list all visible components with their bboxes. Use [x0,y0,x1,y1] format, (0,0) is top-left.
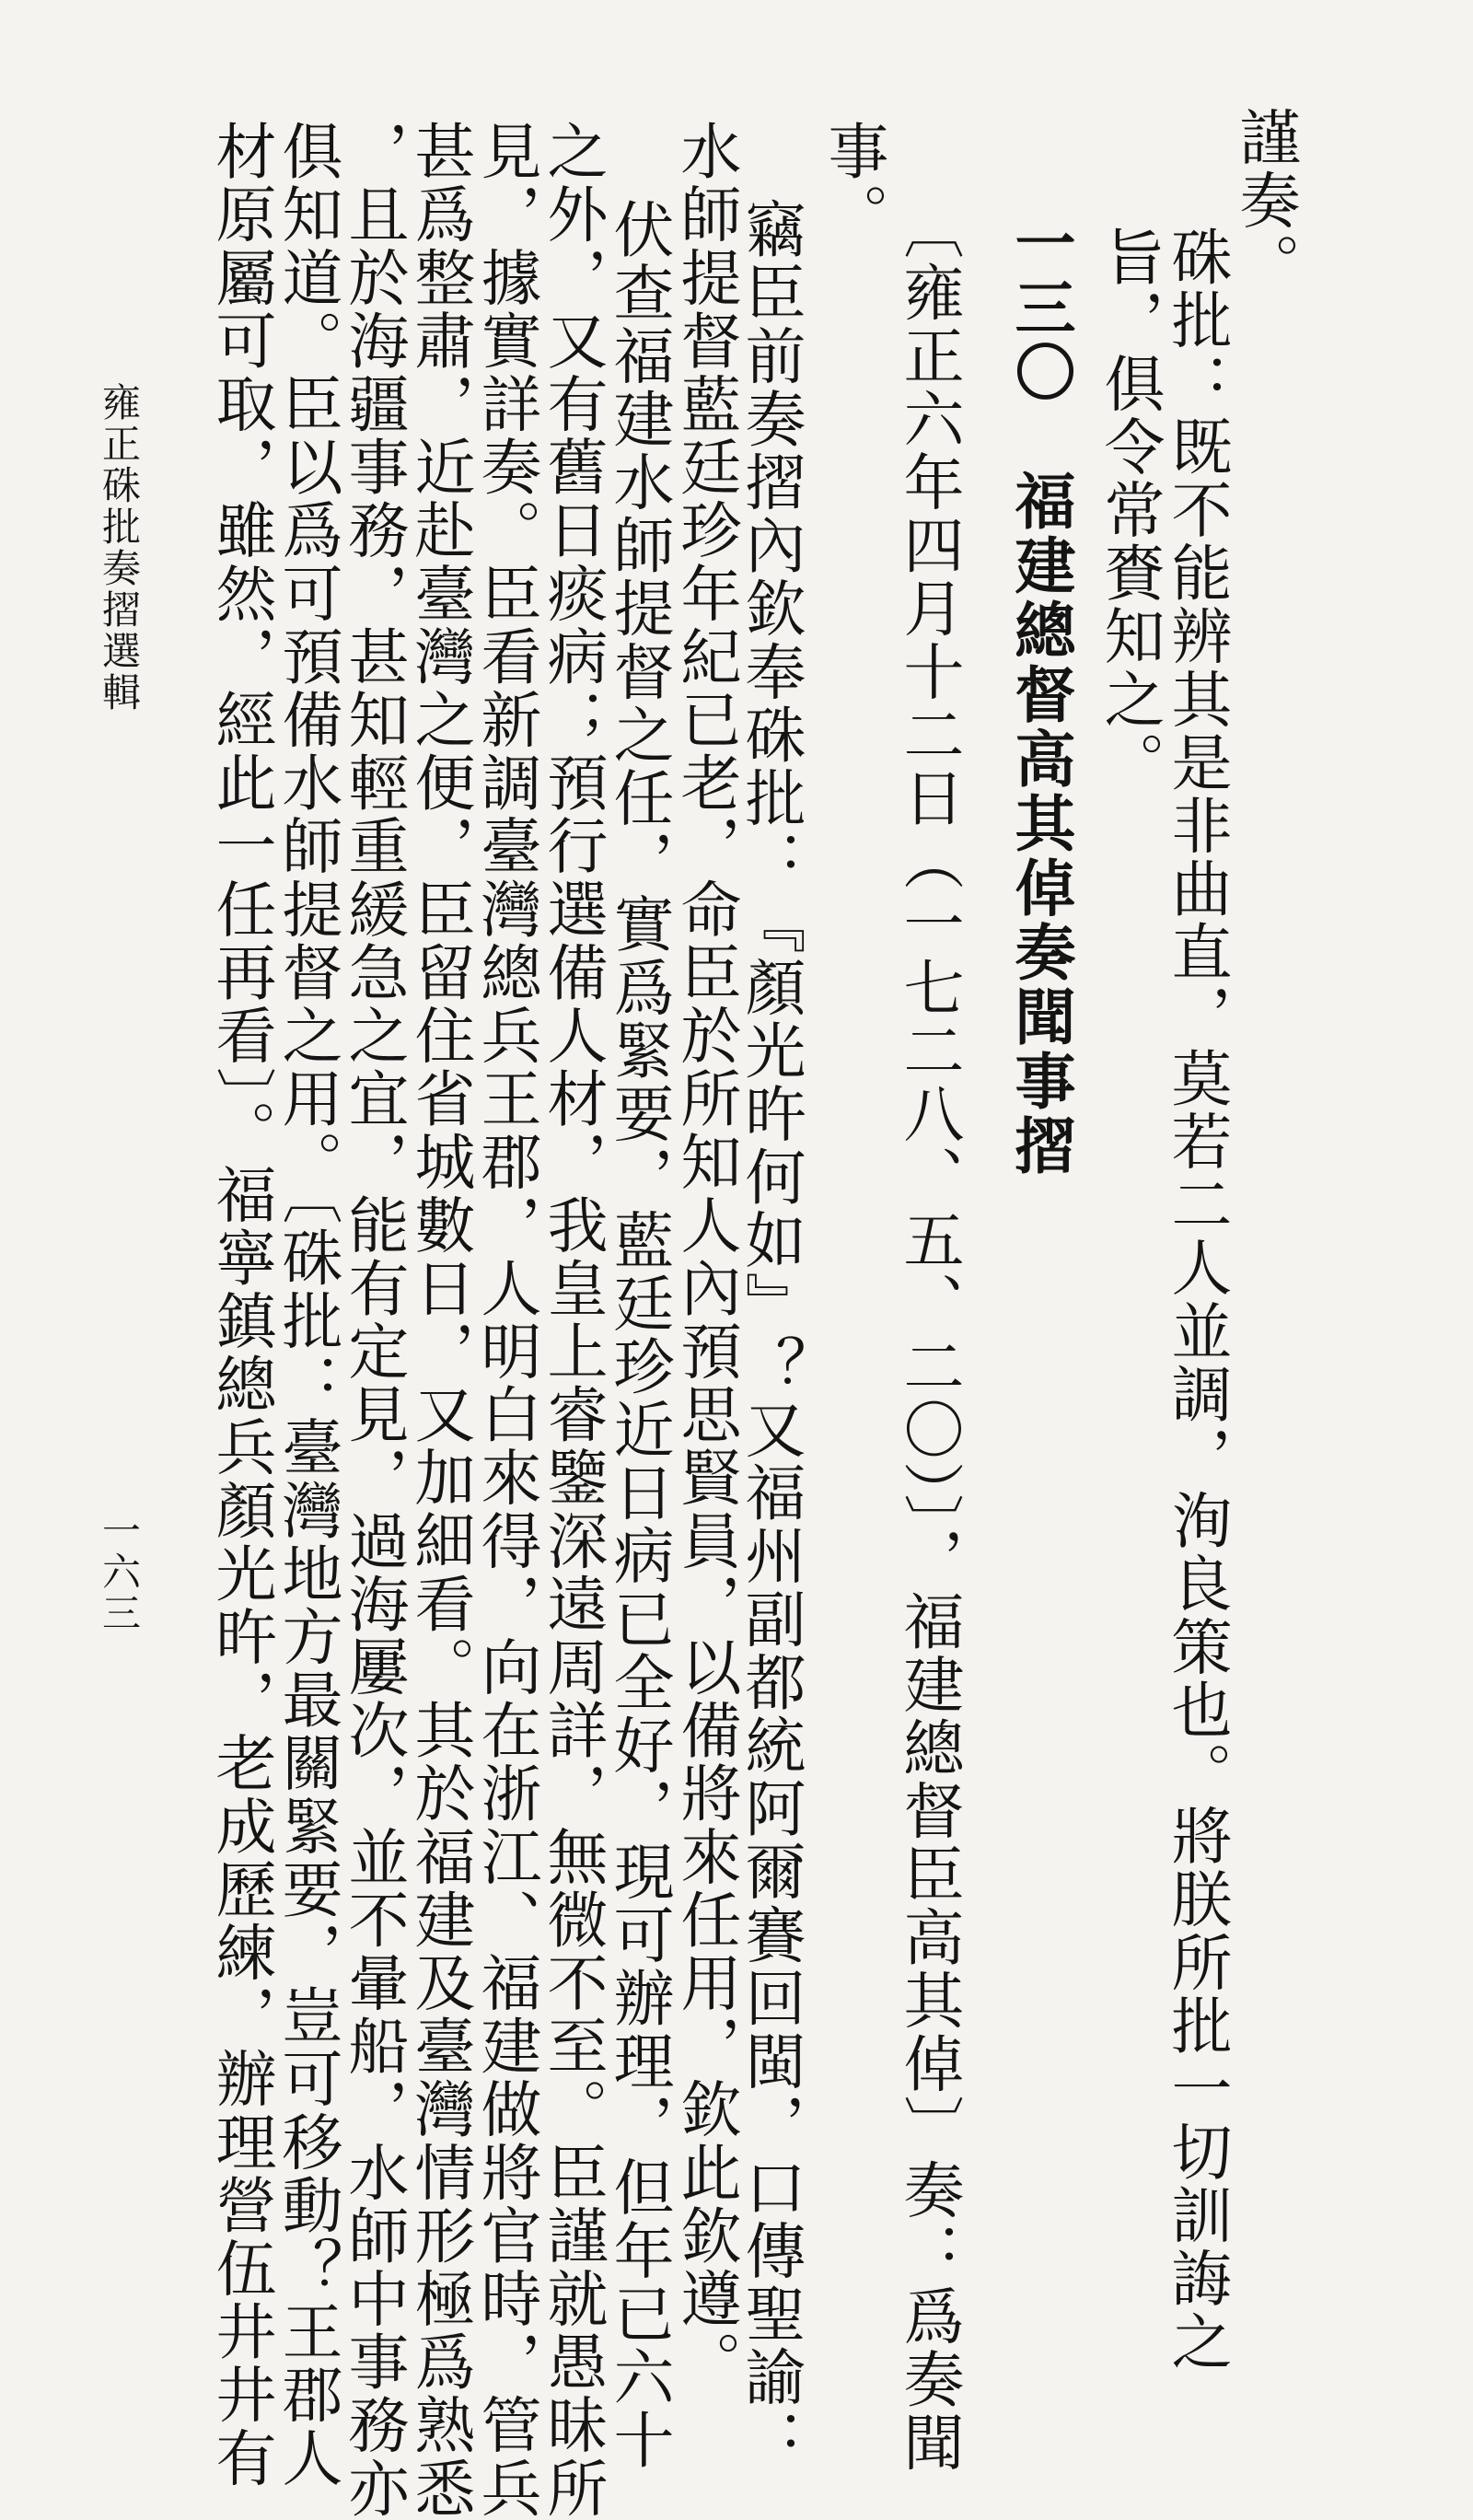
section-heading: 一三〇 福建總督高其倬奏聞事摺 [1004,212,1076,1179]
text-column: 旨，俱令常賚知之。 [1094,226,1165,795]
text-column: 甚爲整肅，近赴臺灣之便，臣留住省城數日，又加細看。其於福建及臺灣情形極爲熟悉 [404,120,475,2520]
text-column: 事。 [818,120,888,247]
text-column: 材原屬可取，雖然，經此一任再看〕。福寧鎮總兵顏光旿，老成歷練，辦理營伍井井有 [205,120,276,2490]
text-column: 謹奏。 [1229,106,1300,296]
book-title: 雍正硃批奏摺選輯 [97,382,142,714]
text-column: 水師提督藍廷珍年紀已老，命臣於所知人內預思賢員，以備將來任用，欽此欽遵。 [670,120,741,2394]
text-column: 竊臣前奏摺內欽奉硃批：『顏光旿何如』？又福州副都統阿爾賽回閩，口傳聖諭： [735,198,806,2472]
text-column: 俱知道。臣以爲可預備水師提督之用。〔硃批：臺灣地方最關緊要，豈可移動？王郡人 [272,120,342,2490]
text-column: 硃批：既不能辨其是非曲直，莫若二人並調，洵良策也。將朕所批一切訓誨之 [1161,226,1232,2374]
text-column: 見，據實詳奏。臣看新調臺灣總兵王郡，人明白來得，向在浙江、福建做將官時，管兵 [470,120,541,2520]
page-number: 一六三 [97,1510,142,1634]
text-column: 伏查福建水師提督之任，實爲緊要，藍廷珍近日病已全好，現可辦理，但年已六十 [603,198,674,2472]
text-column: ，且於海疆事務，甚知輕重緩急之宜，能有定見，過海屢次，並不暈船，水師中事務亦 [338,120,409,2520]
text-column: 〔雍正六年四月十二日（一七二八、五、二〇）〕，福建總督臣高其倬〕奏：爲奏聞 [893,198,964,2475]
text-column: 之外，又有舊日痰病；預行選備人材，我皇上睿鑒深遠周詳，無微不至。臣謹就愚昧所 [537,120,608,2520]
